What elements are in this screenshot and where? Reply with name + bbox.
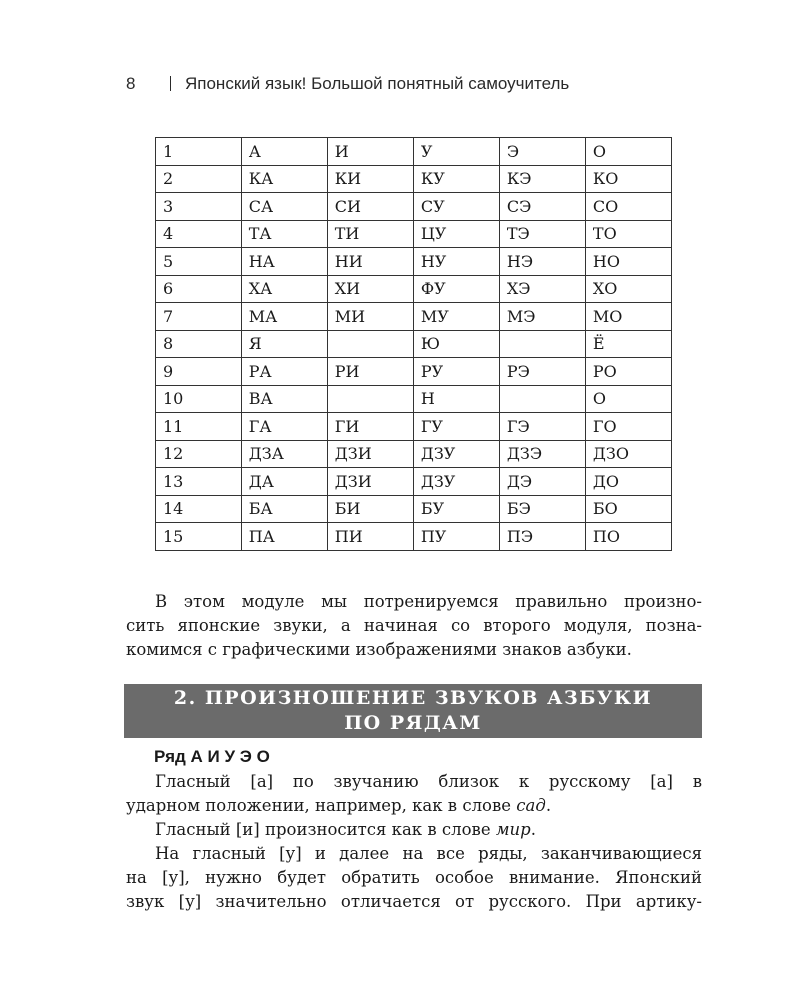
syllable-cell: У [413,138,499,166]
syllable-cell: Н [413,385,499,413]
table-row [156,468,672,496]
section-title-line2: ПО РЯДАМ [344,712,482,734]
row-number-cell: 5 [156,248,242,276]
table-row [156,385,672,413]
syllable-cell [327,330,413,358]
syllable-cell: ГЭ [499,413,585,441]
syllable-cell [327,385,413,413]
syllable-cell: И [327,138,413,166]
syllable-cell: ДЗУ [413,440,499,468]
body-line [126,794,702,818]
body-text-run: . [545,796,552,815]
syllable-cell: БЭ [499,495,585,523]
table-row [156,165,672,193]
syllable-cell: ПО [585,523,671,551]
syllable-cell: СА [241,193,327,221]
syllable-cell: БА [241,495,327,523]
row-number-cell: 10 [156,385,242,413]
table-row [156,138,672,166]
syllable-cell: РА [241,358,327,386]
syllable-cell: ДЭ [499,468,585,496]
syllable-cell: ЦУ [413,220,499,248]
example-word: мир [495,820,531,839]
syllable-cell: СО [585,193,671,221]
example-word: сад [516,796,546,815]
syllable-cell: ТЭ [499,220,585,248]
intro-paragraph [126,590,702,662]
section-title-line1: 2. ПРОИЗНОШЕНИЕ ЗВУКОВ АЗБУКИ [173,687,653,709]
syllable-cell: Я [241,330,327,358]
row-number-cell: 8 [156,330,242,358]
syllable-cell: ВА [241,385,327,413]
syllable-cell: НИ [327,248,413,276]
row-number-cell: 6 [156,275,242,303]
body-line: На гласный [у] и далее на все ряды, заканчивающиеся [155,844,702,863]
table-row [156,523,672,551]
row-number-cell: 13 [156,468,242,496]
syllable-cell: СИ [327,193,413,221]
syllable-cell: БИ [327,495,413,523]
syllable-cell: ТО [585,220,671,248]
syllable-cell: ДЗЭ [499,440,585,468]
syllable-cell: КЭ [499,165,585,193]
table-row [156,303,672,331]
body-line [126,818,702,842]
row-number-cell: 12 [156,440,242,468]
syllable-cell: НУ [413,248,499,276]
syllable-cell: ПА [241,523,327,551]
syllable-cell: МО [585,303,671,331]
syllable-cell: КУ [413,165,499,193]
running-head [126,74,569,94]
row-number-cell: 15 [156,523,242,551]
syllable-cell: НА [241,248,327,276]
syllable-cell: КА [241,165,327,193]
table-row [156,248,672,276]
syllable-cell: СЭ [499,193,585,221]
syllable-cell: О [585,385,671,413]
table-row [156,495,672,523]
syllable-cell: БУ [413,495,499,523]
syllable-cell: ДЗУ [413,468,499,496]
syllable-cell: А [241,138,327,166]
syllable-cell: МЭ [499,303,585,331]
syllable-cell: ТА [241,220,327,248]
body-text [126,770,702,914]
table-row [156,193,672,221]
syllable-cell: Э [499,138,585,166]
table-row [156,440,672,468]
syllable-cell: ДО [585,468,671,496]
syllable-cell: КИ [327,165,413,193]
syllable-cell: РЭ [499,358,585,386]
syllable-cell: ПИ [327,523,413,551]
row-number-cell: 9 [156,358,242,386]
row-number-cell: 2 [156,165,242,193]
syllable-cell: Ю [413,330,499,358]
row-number-cell: 11 [156,413,242,441]
row-number-cell: 7 [156,303,242,331]
syllable-cell: ТИ [327,220,413,248]
syllable-cell: ПЭ [499,523,585,551]
syllable-cell: ГО [585,413,671,441]
intro-line: комимся с графическими изображениями знаков азбуки. [126,640,632,659]
page-number: 8 [126,74,136,93]
syllable-cell: ДЗИ [327,440,413,468]
body-line: звук [у] значительно отличается от русского. При артику- [126,892,702,911]
syllable-cell: ХА [241,275,327,303]
row-heading: Ряд А И У Э О [154,747,270,766]
row-number-cell: 3 [156,193,242,221]
body-text-run: ударном положении, например, как в слове [126,796,517,815]
syllable-cell: ФУ [413,275,499,303]
table-row [156,413,672,441]
table-row [156,358,672,386]
syllable-cell: РО [585,358,671,386]
syllable-cell [499,330,585,358]
syllable-table [155,137,672,551]
syllable-cell: ДЗИ [327,468,413,496]
syllable-cell: Ё [585,330,671,358]
book-title: Японский язык! Большой понятный самоучитель [185,74,570,93]
row-number-cell: 14 [156,495,242,523]
header-separator [170,76,171,91]
row-number-cell: 1 [156,138,242,166]
syllable-cell: НЭ [499,248,585,276]
syllable-cell: ГИ [327,413,413,441]
section-banner [124,684,702,738]
intro-line: сить японские звуки, а начиная со второго модуля, позна- [126,616,702,635]
body-line: на [у], нужно будет обратить особое внимание. Японский [126,868,702,887]
syllable-cell: РИ [327,358,413,386]
syllable-cell: МИ [327,303,413,331]
syllable-cell [499,385,585,413]
table-row [156,330,672,358]
body-text-run: Гласный [и] произносится как в слове [155,820,496,839]
syllable-cell: ПУ [413,523,499,551]
body-line: Гласный [а] по звучанию близок к русскому [а] в [155,772,702,791]
syllable-cell: ХО [585,275,671,303]
syllable-cell: БО [585,495,671,523]
row-number-cell: 4 [156,220,242,248]
syllable-cell: ХЭ [499,275,585,303]
syllable-cell: ДА [241,468,327,496]
syllable-cell: ДЗА [241,440,327,468]
syllable-cell: ГА [241,413,327,441]
body-text-run: . [530,820,536,839]
syllable-cell: МУ [413,303,499,331]
syllable-cell: О [585,138,671,166]
syllable-cell: ХИ [327,275,413,303]
table-row [156,275,672,303]
syllable-cell: РУ [413,358,499,386]
syllable-cell: ГУ [413,413,499,441]
syllable-cell: НО [585,248,671,276]
table-row [156,220,672,248]
syllable-cell: ДЗО [585,440,671,468]
syllable-cell: КО [585,165,671,193]
syllable-cell: МА [241,303,327,331]
syllable-cell: СУ [413,193,499,221]
intro-line: В этом модуле мы потренируемся правильно произно- [155,592,702,611]
